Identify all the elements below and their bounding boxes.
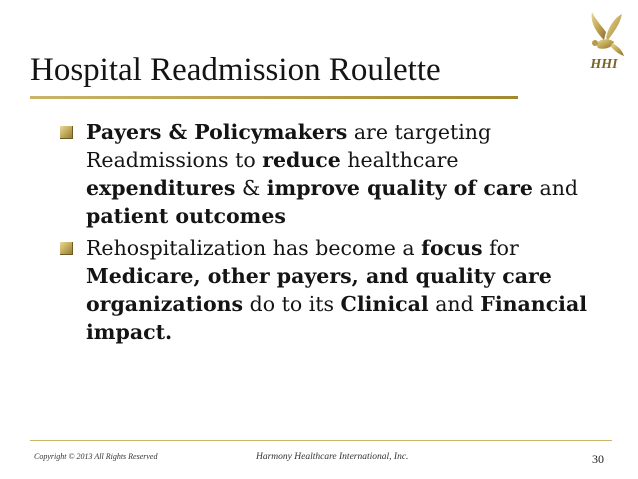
footer-company: Harmony Healthcare International, Inc. bbox=[256, 452, 409, 462]
text-run: healthcare bbox=[340, 148, 459, 172]
text-run: and bbox=[428, 292, 481, 316]
bullet-text-2 bbox=[86, 234, 600, 346]
logo-text: HHI bbox=[590, 57, 618, 72]
title-underline bbox=[30, 96, 518, 99]
bold-text-run: Medicare, other payers, and quality care organizations bbox=[86, 264, 552, 316]
bold-text-run: patient outcomes bbox=[86, 204, 286, 228]
square-bullet-icon bbox=[60, 242, 73, 255]
text-run: for bbox=[482, 236, 519, 260]
text-run: Rehospitalization has become a bbox=[86, 236, 422, 260]
footer-divider bbox=[30, 440, 612, 441]
page-number: 30 bbox=[592, 452, 604, 466]
bullet-item-1 bbox=[60, 118, 600, 230]
bold-text-run: reduce bbox=[262, 148, 341, 172]
bold-text-run: expenditures bbox=[86, 176, 236, 200]
text-run: and bbox=[532, 176, 579, 200]
slide-title: Hospital Readmission Roulette bbox=[30, 52, 441, 88]
dove-logo-icon bbox=[578, 10, 632, 72]
bold-text-run: Financial impact. bbox=[86, 292, 588, 344]
bold-text-run: Clinical bbox=[340, 292, 429, 316]
bullet-text-1 bbox=[86, 118, 600, 230]
bullet-item-2 bbox=[60, 234, 600, 346]
footer-copyright: Copyright © 2013 All Rights Reserved bbox=[34, 452, 158, 461]
text-run: do to its bbox=[243, 292, 341, 316]
bold-text-run: improve quality of care bbox=[266, 176, 533, 200]
bold-text-run: Payers & Policymakers bbox=[86, 120, 348, 144]
text-run: are targeting Readmissions to bbox=[86, 120, 492, 172]
bullet-list bbox=[60, 118, 600, 350]
bold-text-run: focus bbox=[421, 236, 483, 260]
square-bullet-icon bbox=[60, 126, 73, 139]
text-run: & bbox=[235, 176, 267, 200]
